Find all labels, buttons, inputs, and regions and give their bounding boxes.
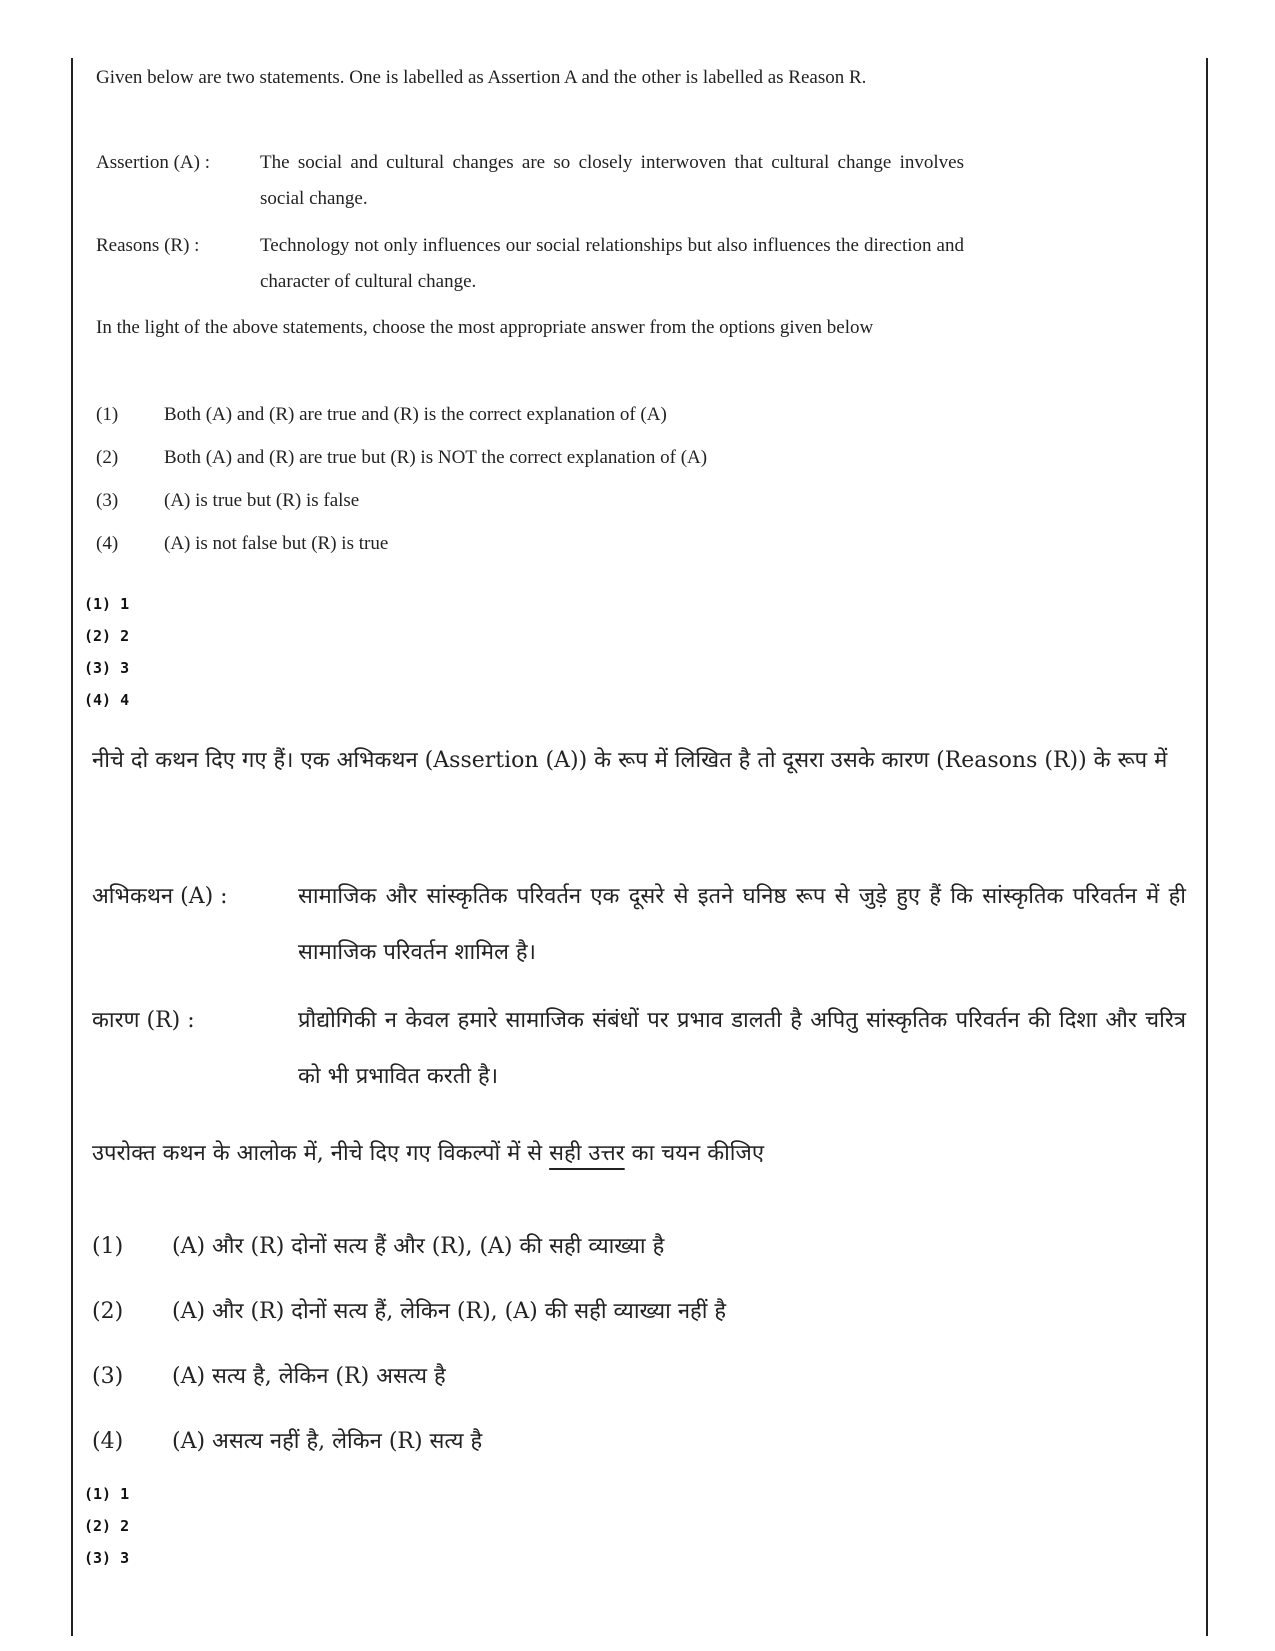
option-text: (A) is true but (R) is false (164, 490, 360, 511)
option-text: Both (A) and (R) are true and (R) is the correct explanation of (A) (164, 404, 667, 425)
instruction-text-end: का चयन कीजिए (624, 1141, 764, 1166)
option-number: (1) (92, 1234, 124, 1259)
option-number: (4) (92, 1429, 124, 1454)
option-number: (3) (96, 490, 119, 511)
option-text: (A) असत्य नहीं है, लेकिन (R) सत्य है (172, 1429, 483, 1454)
answer-choice-1-hindi[interactable]: (1) 1 (84, 1485, 130, 1503)
question-intro-hindi: नीचे दो कथन दिए गए हैं। एक अभिकथन (Assertion (A)) के रूप में लिखित है तो दूसरा उसके कारण (Reasons (R)) के रूप में (92, 748, 1168, 773)
option-text: Both (A) and (R) are true but (R) is NOT the correct explanation of (A) (164, 447, 708, 468)
assertion-text: The social and cultural changes are so closely interwoven that cultural change involves social change. (260, 152, 964, 209)
option-text: (A) और (R) दोनों सत्य हैं और (R), (A) की सही व्याख्या है (172, 1234, 665, 1259)
question-intro: Given below are two statements. One is labelled as Assertion A and the other is labelled as Reason R. (96, 67, 867, 88)
assertion-text-hindi: सामाजिक और सांस्कृतिक परिवर्तन एक दूसरे से इतने घनिष्ठ रूप से जुड़े हुए हैं कि सांस्कृतिक परिवर्तन में ही सामाजिक परिवर्तन शामिल है। (298, 884, 1186, 965)
reason-label-hindi: कारण (R) : (92, 1008, 195, 1033)
option-number: (2) (92, 1299, 124, 1324)
question-instruction-hindi (92, 1126, 1186, 1182)
answer-choice-3-hindi[interactable]: (3) 3 (84, 1549, 130, 1567)
assertion-label: Assertion (A) : (96, 152, 210, 173)
right-margin-rule (1206, 58, 1208, 1636)
answer-choice-2[interactable]: (2) 2 (84, 627, 130, 645)
reason-text: Technology not only influences our social relationships but also influences the direction and character of cultural change. (260, 235, 964, 292)
question-instruction: In the light of the above statements, choose the most appropriate answer from the options given below (96, 317, 874, 338)
option-number: (1) (96, 404, 119, 425)
reason-label: Reasons (R) : (96, 235, 200, 256)
answer-choice-4[interactable]: (4) 4 (84, 691, 130, 709)
instruction-emphasis: सही उत्तर (549, 1141, 625, 1166)
left-margin-rule (71, 58, 73, 1636)
answer-choice-1[interactable]: (1) 1 (84, 595, 130, 613)
answer-choice-3[interactable]: (3) 3 (84, 659, 130, 677)
option-number: (4) (96, 533, 119, 554)
option-text: (A) सत्य है, लेकिन (R) असत्य है (172, 1364, 446, 1389)
option-text: (A) is not false but (R) is true (164, 533, 389, 554)
option-number: (3) (92, 1364, 124, 1389)
instruction-text: उपरोक्त कथन के आलोक में, नीचे दिए गए विकल्पों में से (92, 1141, 550, 1166)
answer-choice-2-hindi[interactable]: (2) 2 (84, 1517, 130, 1535)
reason-text-hindi: प्रौद्योगिकी न केवल हमारे सामाजिक संबंधों पर प्रभाव डालती है अपितु सांस्कृतिक परिवर्तन की दिशा और चरित्र को भी प्रभावित करती है। (298, 1008, 1186, 1089)
option-number: (2) (96, 447, 119, 468)
assertion-label-hindi: अभिकथन (A) : (92, 884, 228, 909)
option-text: (A) और (R) दोनों सत्य हैं, लेकिन (R), (A) की सही व्याख्या नहीं है (172, 1299, 727, 1324)
